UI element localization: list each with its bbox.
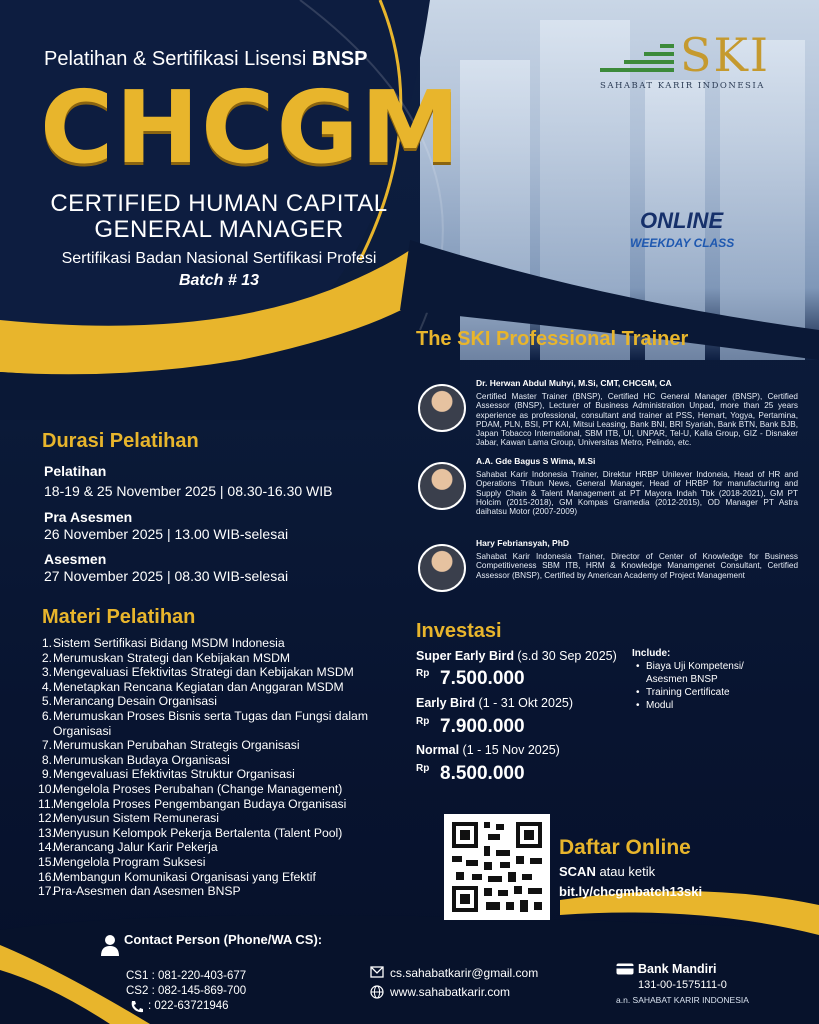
cs1-phone[interactable]: CS1 : 081-220-403-677 [126, 970, 247, 982]
person-icon [100, 934, 120, 956]
subtitle-training-license: Pelatihan & Sertifikasi Lisensi BNSP [44, 48, 368, 70]
list-item: 11. Mengelola Proses Pengembangan Budaya Organisasi [38, 796, 347, 811]
bank-name: Bank Mandiri [638, 962, 717, 976]
logo-text: SKI [680, 28, 771, 82]
list-item: 17. Pra-Asesmen dan Asesmen BNSP [38, 884, 241, 899]
main-title: CHCGM [40, 69, 463, 186]
materi-list [38, 636, 404, 899]
list-item: 9. Mengevaluasi Efektivitas Struktur Organisasi [41, 767, 295, 782]
daftar-heading: Daftar Online [559, 836, 691, 859]
list-item: 5. Merancang Desain Organisasi [41, 694, 217, 709]
cert-title-line1: CERTIFIED HUMAN CAPITAL [50, 190, 388, 217]
investasi-heading: Investasi [416, 620, 502, 642]
online-label: ONLINE [640, 208, 724, 233]
bank-account: 131-00-1575111-0 [638, 979, 727, 991]
trainer-name: Dr. Herwan Abdul Muhyi, M.Si, CMT, CHCGM, CA [476, 378, 672, 388]
bank-holder: a.n. SAHABAT KARIR INDONESIA [616, 995, 749, 1005]
bnsp-line: Sertifikasi Badan Nasional Sertifikasi Profesi [61, 250, 377, 267]
include-title: Include: [632, 648, 671, 659]
materi-heading: Materi Pelatihan [42, 606, 196, 628]
include-list [634, 660, 784, 712]
list-item: 10. Mengelola Proses Perubahan (Change Management) [38, 781, 343, 796]
list-item: • Training Certificate [634, 686, 784, 699]
currency-label: Rp [416, 716, 430, 727]
schedule-value: 18-19 & 25 November 2025 | 08.30-16.30 WIB [44, 483, 333, 499]
currency-label: Rp [416, 763, 430, 774]
list-item: 16. Membangun Komunikasi Organisasi yang Efektif [38, 869, 316, 884]
list-item: • Biaya Uji Kompetensi/ Asesmen BNSP [634, 660, 784, 686]
list-item: 14. Merancang Jalur Karir Pekerja [38, 840, 218, 855]
trainer-name: Hary Febriansyah, PhD [476, 538, 570, 548]
durasi-heading: Durasi Pelatihan [42, 430, 199, 452]
list-item: • Modul [634, 699, 784, 712]
contact-heading: Contact Person (Phone/WA CS): [124, 932, 323, 947]
mail-icon [370, 966, 384, 978]
weekday-class-label: WEEKDAY CLASS [630, 236, 735, 250]
logo-stripes-icon [600, 44, 680, 78]
list-item: 15. Mengelola Program Suksesi [38, 854, 206, 869]
cert-title-line2: GENERAL MANAGER [94, 216, 344, 243]
list-item: 3. Mengevaluasi Efektivitas Strategi dan Kebijakan MSDM [41, 665, 354, 680]
tier-price: 7.500.000 [440, 668, 525, 689]
trainer-description: Sahabat Karir Indonesia Trainer, Director of Center of Knowledge for Business Competitiveness SBM ITB, HRM & Knowledge Manamgenet Consultant, Certified Assessor (BNSP), Certified by American Academy of Project Management [476, 552, 798, 580]
schedule-value: 27 November 2025 | 08.30 WIB-selesai [44, 568, 289, 584]
qr-code[interactable] [444, 814, 550, 920]
email-link[interactable]: cs.sahabatkarir@gmail.com [390, 966, 539, 980]
trainer-avatar [418, 384, 466, 432]
currency-label: Rp [416, 668, 430, 679]
list-item: 13. Menyusun Kelompok Pekerja Bertalenta (Talent Pool) [38, 825, 343, 840]
list-item: 2. Merumuskan Strategi dan Kebijakan MSDM [41, 650, 291, 665]
schedule-label: Pra Asesmen [44, 509, 133, 525]
trainer-avatar [418, 462, 466, 510]
phone-icon [130, 1000, 144, 1014]
tier-price: 7.900.000 [440, 716, 525, 737]
list-item: 1. Sistem Sertifikasi Bidang MSDM Indonesia [41, 636, 285, 650]
trainer-name: A.A. Gde Bagus S Wima, M.Si [476, 456, 596, 466]
list-item: 7. Merumuskan Perubahan Strategis Organisasi [41, 738, 300, 753]
list-item: 6. Merumuskan Proses Bisnis serta Tugas dan Fungsi dalam Organisasi [41, 708, 368, 738]
schedule-label: Asesmen [44, 551, 107, 567]
website-link[interactable]: www.sahabatkarir.com [390, 985, 511, 999]
schedule-label: Pelatihan [44, 463, 107, 479]
trainer-avatar [418, 544, 466, 592]
card-icon [616, 963, 634, 975]
trainer-description: Certified Master Trainer (BNSP), Certified HC General Manager (BNSP), Certified Assessor (BNSP), Lecturer of Business Administration Unpad, more than 25 years experience as professional, consultant and trainer at PSS, Hemart, Yogya, Pertamina, PDAM, PLN, BSI, PT KAI, Mitsui Leasing, Bank BNI, BRI Syariah, Bank BTN, Bank BJB, Japan Tobacco International, SBM ITB, UI, UNPAR, Tel-U, Kalla Group, GIZ - Disnaker Jabar, Kawan Lama Group, Universitas Metro, Pelindo, etc. [476, 392, 798, 448]
trainer-heading: The SKI Professional Trainer [416, 328, 689, 350]
list-item: 4. Menetapkan Rencana Kegiatan dan Anggaran MSDM [41, 679, 344, 694]
cs2-phone[interactable]: CS2 : 082-145-869-700 [126, 985, 247, 997]
office-phone[interactable]: : 022-63721946 [148, 1000, 229, 1012]
tier-price: 8.500.000 [440, 763, 525, 784]
list-item: 12. Menyusun Sistem Remunerasi [38, 811, 219, 826]
qr-code-icon [444, 814, 550, 920]
schedule-value: 26 November 2025 | 13.00 WIB-selesai [44, 526, 289, 542]
tier-label: Normal (1 - 15 Nov 2025) [416, 743, 560, 757]
tier-label: Super Early Bird (s.d 30 Sep 2025) [416, 649, 617, 663]
scan-instruction: SCAN atau ketik [559, 864, 656, 879]
registration-link[interactable]: bit.ly/chcgmbatch13ski [559, 884, 703, 899]
batch-number: Batch # 13 [178, 272, 260, 289]
logo-subtitle: SAHABAT KARIR INDONESIA [600, 81, 765, 91]
list-item: 8. Merumuskan Budaya Organisasi [41, 752, 230, 767]
tier-label: Early Bird (1 - 31 Okt 2025) [416, 696, 574, 710]
globe-icon [370, 985, 384, 999]
trainer-description: Sahabat Karir Indonesia Trainer, Direktur HRBP Unilever Indoneia, Head of HR and Operations Tribun News, General Manager, Head of HRBP for manufacturing and Supply Chain & Talent Management at PT Mayora Indah Tbk (2018-2021), GM PT Holcim (2015-2018), GM Kompas Gramedia (2012-2015), OD Manager PT Astra daihatsu Motor (2007-2009) [476, 470, 798, 517]
